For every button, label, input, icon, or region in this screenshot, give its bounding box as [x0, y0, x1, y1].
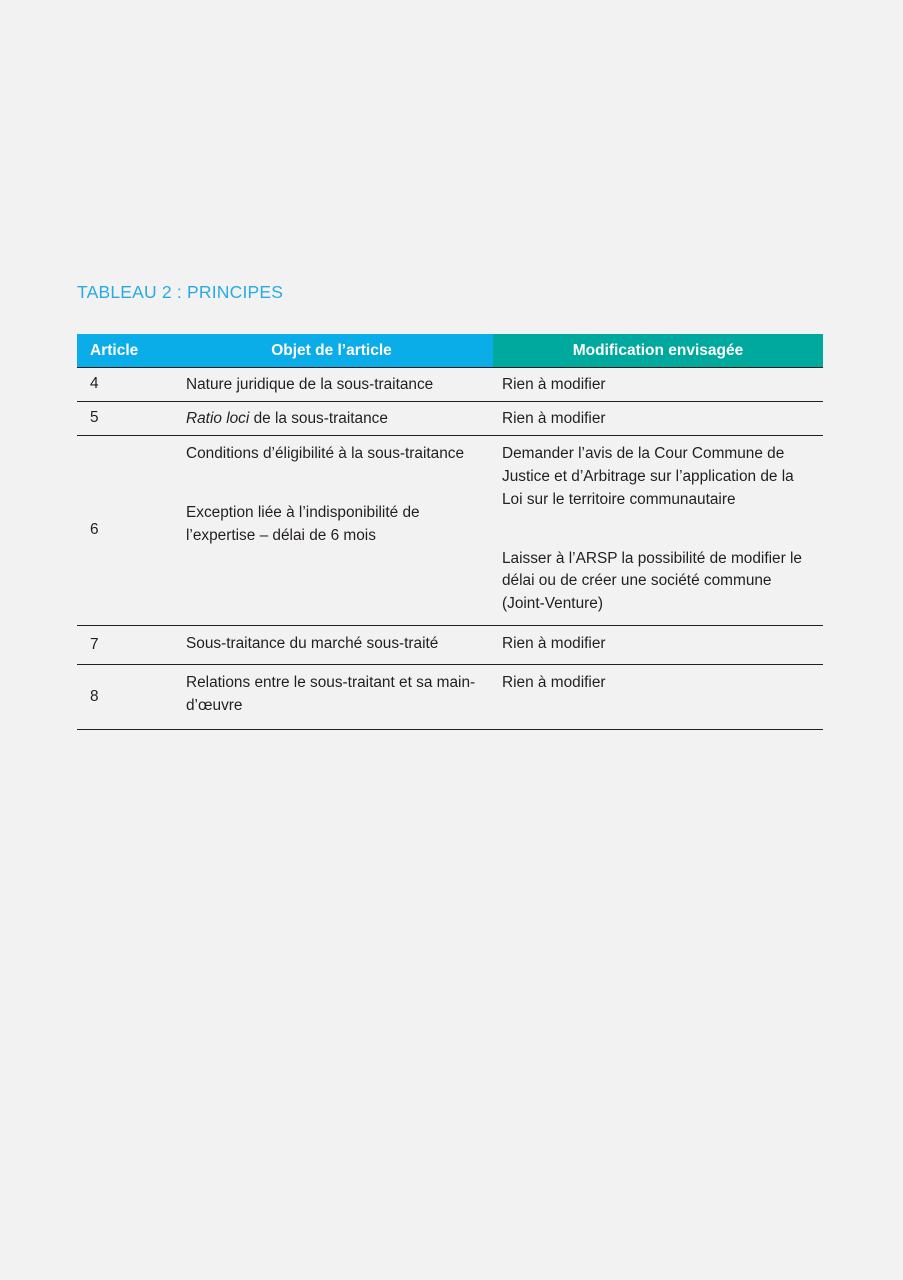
- table-row: [77, 625, 823, 665]
- cell-objet-subitem: Exception liée à l’indisponibilité de l’expertise – délai de 6 mois: [186, 504, 420, 544]
- table-row: [77, 401, 823, 436]
- cell-modification: Rien à modifier: [493, 625, 823, 665]
- table-body: [77, 368, 823, 730]
- principes-table: [77, 334, 823, 730]
- cell-modification-subitem: Demander l’avis de la Cour Commune de Justice et d’Arbitrage sur l’application de la Loi sur le territoire communautaire: [502, 445, 794, 508]
- cell-article-number: 6: [77, 436, 170, 625]
- cell-article-number: 8: [77, 665, 170, 729]
- cell-objet-text: de la sous-traitance: [249, 409, 388, 427]
- cell-objet: [170, 436, 493, 625]
- table-row: [77, 665, 823, 729]
- cell-objet: Relations entre le sous-traitant et sa main-d’œuvre: [170, 665, 493, 729]
- table-row: [77, 368, 823, 402]
- cell-objet: [170, 401, 493, 436]
- cell-modification-subitem: Laisser à l’ARSP la possibilité de modifier le délai ou de créer une société commune (Joint-Venture): [502, 549, 802, 612]
- cell-objet-subitem: Conditions d’éligibilité à la sous-traitance: [186, 445, 465, 463]
- principes-table-container: [77, 334, 823, 730]
- page-title: TABLEAU 2 : PRINCIPES: [77, 282, 284, 302]
- cell-modification: Rien à modifier: [493, 368, 823, 402]
- cell-modification: Rien à modifier: [493, 401, 823, 436]
- table-row: [77, 436, 823, 625]
- cell-modification: [493, 436, 823, 625]
- cell-article-number: 5: [77, 401, 170, 436]
- cell-objet-italic-term: Ratio loci: [186, 409, 250, 427]
- cell-modification: Rien à modifier: [493, 665, 823, 729]
- cell-objet: Nature juridique de la sous-traitance: [170, 368, 493, 402]
- cell-objet: Sous-traitance du marché sous-traité: [170, 625, 493, 665]
- cell-article-number: 4: [77, 368, 170, 402]
- column-header-objet: Objet de l’article: [170, 334, 493, 368]
- column-header-article: Article: [77, 334, 170, 368]
- cell-article-number: 7: [77, 625, 170, 665]
- table-header-row: [77, 334, 823, 368]
- table-header: [77, 334, 823, 368]
- column-header-modification: Modification envisagée: [493, 334, 823, 368]
